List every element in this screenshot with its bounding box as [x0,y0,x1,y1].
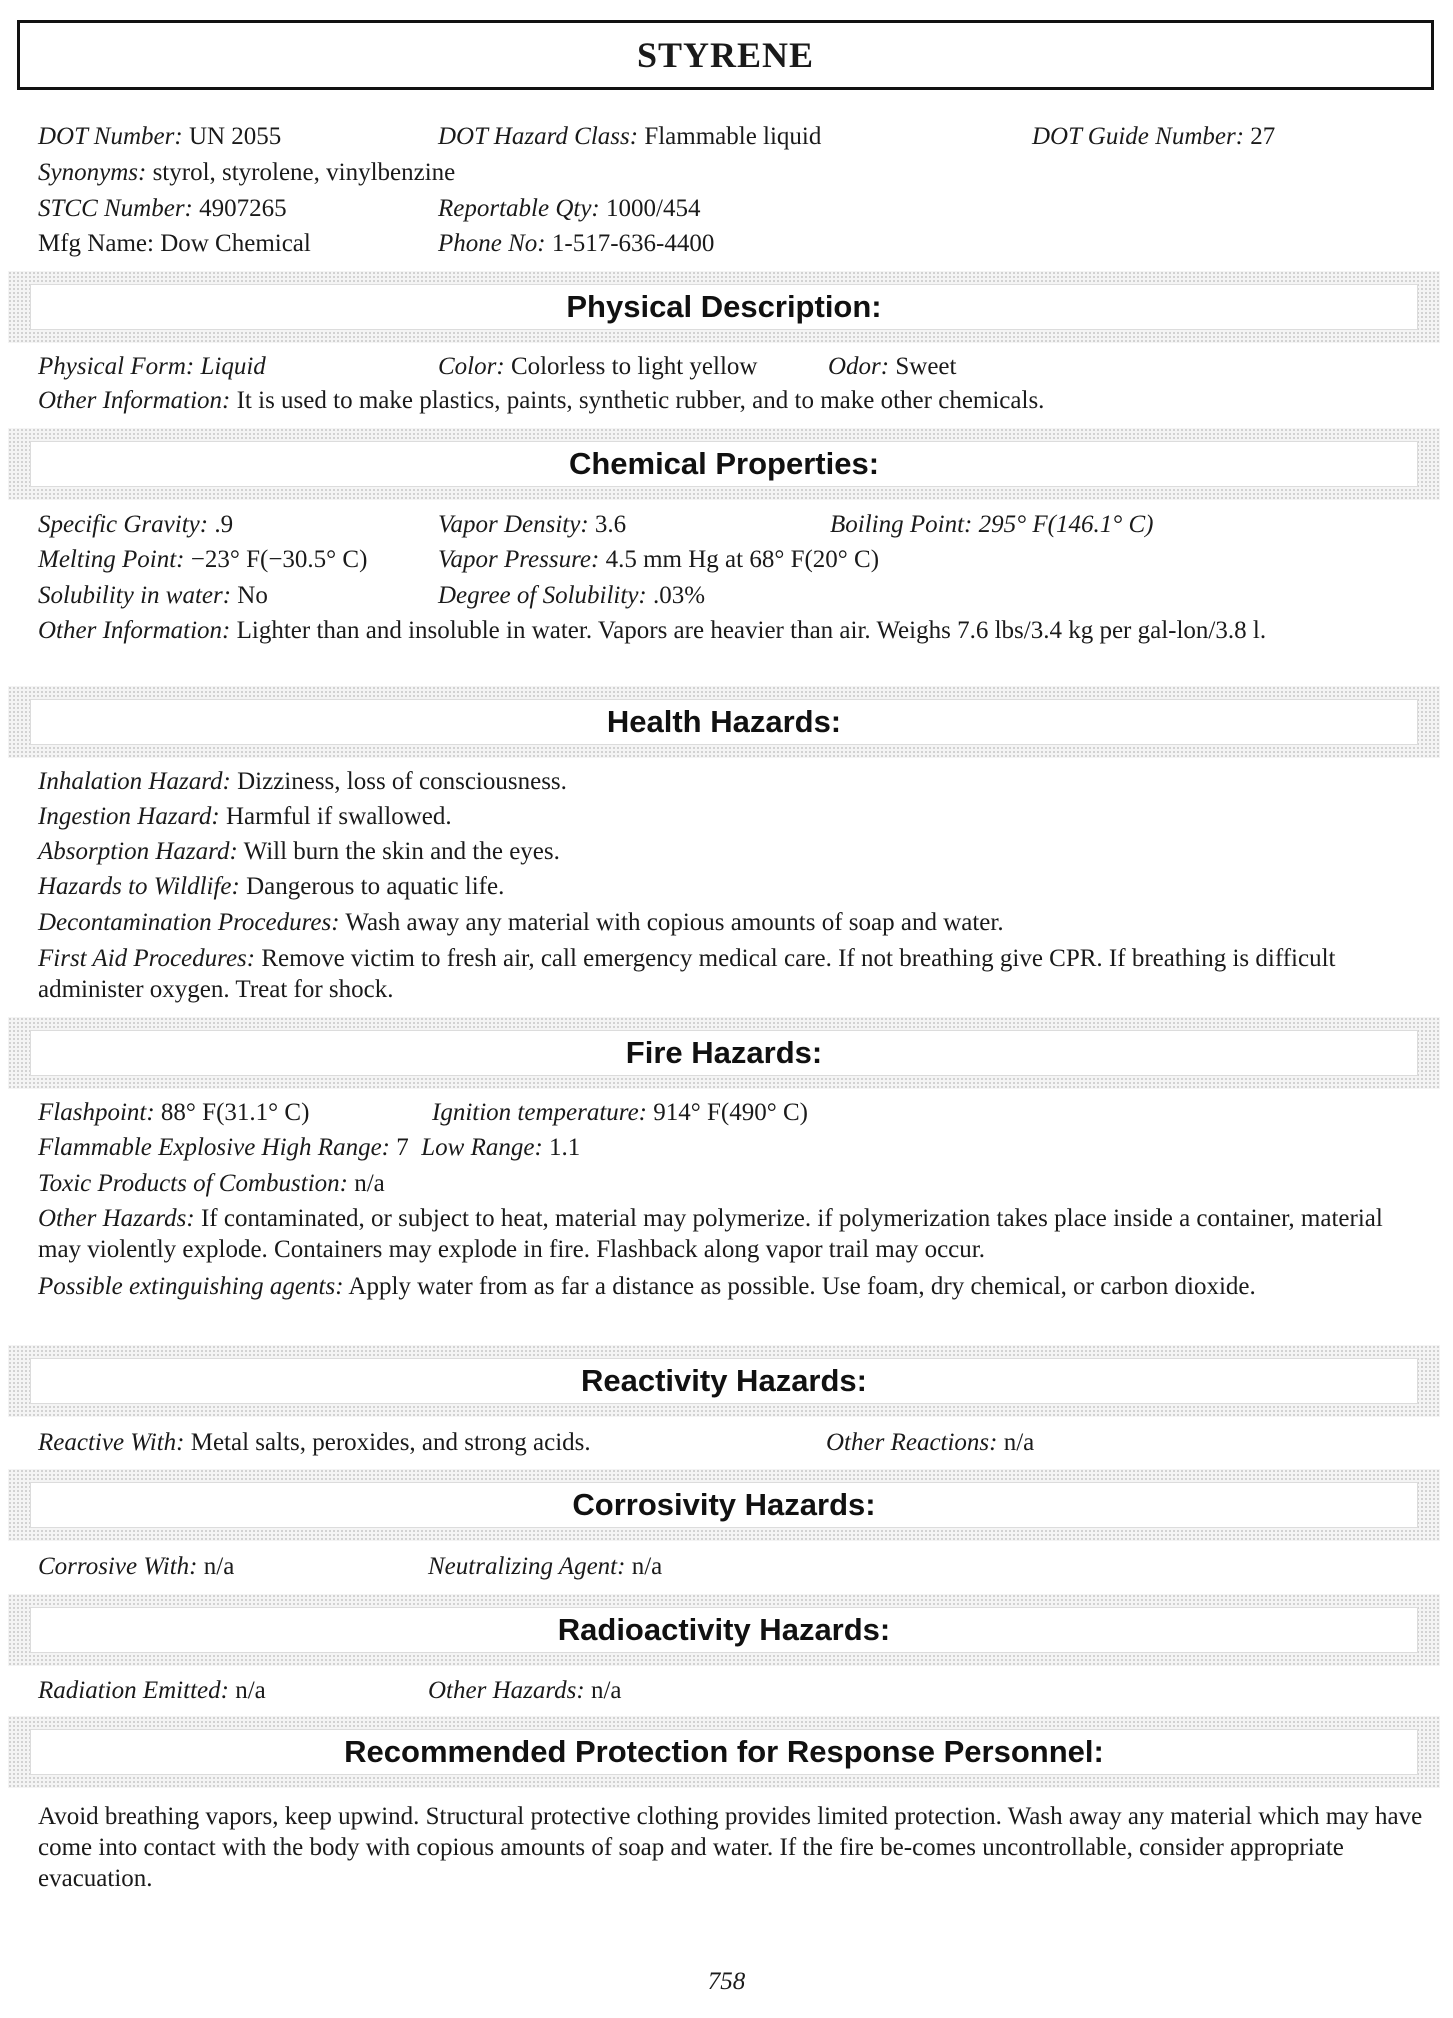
decontamination-procedures: Decontamination Procedures: Wash away any material with copious amounts of soap and water. [38,909,1004,936]
radioactivity-other-hazards: Other Hazards: n/a [428,1677,622,1704]
solubility-in-water: Solubility in water: No [38,582,268,609]
section-header-radioactivity [8,1594,1440,1666]
section-title-chemical: Chemical Properties: [568,446,880,481]
toxic-products: Toxic Products of Combustion: n/a [38,1170,385,1197]
fire-row-1 [38,1098,1428,1128]
radioactivity-row [38,1676,1428,1706]
flammable-range: Flammable Explosive High Range: 7 Low Range: 1.1 [38,1134,581,1161]
header-row-4 [38,229,1428,259]
title-box [17,20,1434,90]
first-aid-procedures: First Aid Procedures: Remove victim to fresh air, call emergency medical care. If not breathing give CPR. If breathing is difficult administer oxygen. Treat for shock. [38,945,1336,1003]
neutralizing-agent: Neutralizing Agent: n/a [428,1553,663,1580]
section-title-corrosivity: Corrosivity Hazards: [572,1487,876,1522]
stcc-number: STCC Number: 4907265 [38,195,287,222]
ingestion-hazard: Ingestion Hazard: Harmful if swallowed. [38,803,452,830]
odor: Odor: Sweet [828,353,957,380]
section-header-corrosivity [8,1469,1440,1541]
inhalation-hazard: Inhalation Hazard: Dizziness, loss of consciousness. [38,768,567,795]
chemical-row-1 [38,510,1428,540]
reportable-qty: Reportable Qty: 1000/454 [438,195,701,222]
section-header-protection [8,1716,1440,1788]
header-row-3 [38,194,1428,224]
section-header-health [8,686,1440,758]
section-header-reactivity [8,1345,1440,1417]
vapor-density: Vapor Density: 3.6 [438,511,627,538]
radiation-emitted: Radiation Emitted: n/a [38,1677,266,1704]
dot-guide-number: DOT Guide Number: 27 [1032,123,1276,150]
page-title: STYRENE [636,35,815,75]
header-row-1 [38,122,1428,152]
synonyms: Synonyms: styrol, styrolene, vinylbenzine [38,159,456,186]
physical-form: Physical Form: Liquid [38,353,266,380]
melting-point: Melting Point: −23° F(−30.5° C) [38,546,368,573]
mfg-name: Mfg Name: Dow Chemical [38,230,311,257]
chemical-other-info: Other Information: Lighter than and insoluble in water. Vapors are heavier than air. Weighs 7.6 lbs/3.4 kg per gal-lon/3.8 l. [38,617,1267,644]
section-title-radioactivity: Radioactivity Hazards: [557,1612,891,1647]
flashpoint: Flashpoint: 88° F(31.1° C) [38,1099,310,1126]
physical-row-1 [38,352,1428,382]
corrosivity-row [38,1552,1428,1582]
section-title-protection: Recommended Protection for Response Personnel: [344,1734,1104,1769]
degree-of-solubility: Degree of Solubility: .03% [438,582,706,609]
section-title-fire: Fire Hazards: [625,1035,823,1070]
section-header-fire [8,1017,1440,1089]
extinguishing-agents: Possible extinguishing agents: Apply water from as far a distance as possible. Use foam, dry chemical, or carbon dioxide. [38,1273,1256,1300]
section-title-reactivity: Reactivity Hazards: [580,1363,867,1398]
fire-other-hazards: Other Hazards: If contaminated, or subject to heat, material may polymerize. if polymerization takes place inside a container, material may violently explode. Containers may explode in fire. Flashback along vapor trail may occur. [38,1205,1383,1263]
section-title-health: Health Hazards: [606,704,842,739]
chemical-row-3 [38,581,1428,611]
color: Color: Colorless to light yellow [438,353,758,380]
specific-gravity: Specific Gravity: .9 [38,511,234,538]
boiling-point: Boiling Point: 295° F(146.1° C) [830,511,1154,538]
phone-number: Phone No: 1-517-636-4400 [438,230,715,257]
protection-text: Avoid breathing vapors, keep upwind. Structural protective clothing provides limited protection. Wash away any material which may have come into contact with the body with copious amounts of soap and water. If the fire be-comes uncontrollable, consider appropriate evacuation. [38,1803,1423,1892]
page-number: 758 [707,1968,746,1995]
physical-other-info: Other Information: It is used to make plastics, paints, synthetic rubber, and to make other chemicals. [38,387,1045,414]
absorption-hazard: Absorption Hazard: Will burn the skin and the eyes. [38,838,560,865]
reactivity-row [38,1428,1428,1458]
section-title-physical: Physical Description: [566,289,882,324]
vapor-pressure: Vapor Pressure: 4.5 mm Hg at 68° F(20° C) [438,546,880,573]
corrosive-with: Corrosive With: n/a [38,1553,235,1580]
section-header-chemical [8,428,1440,500]
other-reactions: Other Reactions: n/a [826,1429,1035,1456]
section-header-physical [8,271,1440,343]
hazards-to-wildlife: Hazards to Wildlife: Dangerous to aquatic life. [38,873,505,900]
reactive-with: Reactive With: Metal salts, peroxides, and strong acids. [38,1429,591,1456]
dot-hazard-class: DOT Hazard Class: Flammable liquid [438,123,822,150]
chemical-row-2 [38,545,1428,575]
ignition-temperature: Ignition temperature: 914° F(490° C) [432,1099,808,1126]
dot-number: DOT Number: UN 2055 [38,123,282,150]
